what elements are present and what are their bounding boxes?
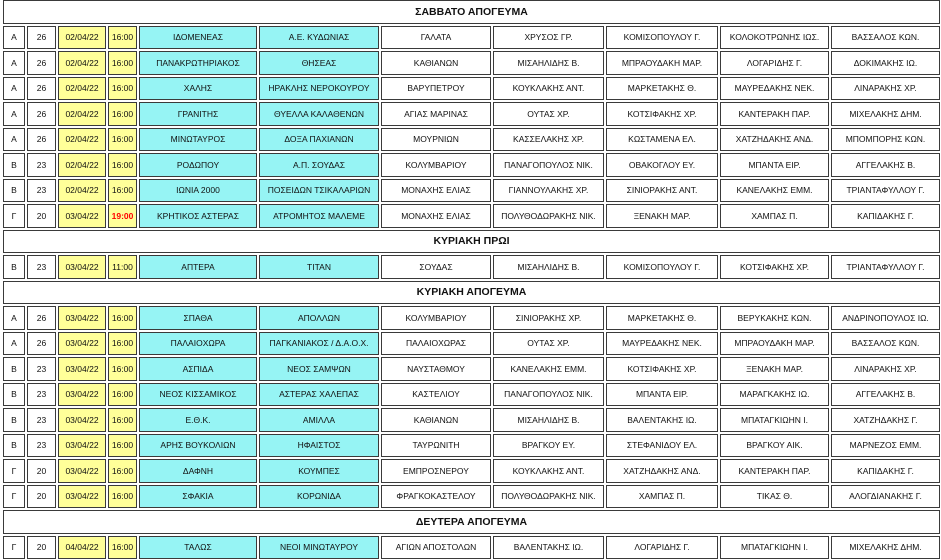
date-cell: 02/04/22 [58, 128, 106, 152]
venue-cell: ΜΟΥΡΝΙΩΝ [381, 128, 491, 152]
matchday-cell: 26 [27, 128, 56, 152]
away-team-cell: ΚΟΡΩΝΙΔΑ [259, 485, 379, 509]
category-cell: Α [3, 128, 25, 152]
referee-cell: ΣΙΝΙΟΡΑΚΗΣ ΧΡ. [493, 306, 604, 330]
section-header: ΣΑΒΒΑΤΟ ΑΠΟΓΕΥΜΑ [3, 0, 940, 24]
matchday-cell: 20 [27, 204, 56, 228]
assistant-1-cell: ΚΟΜΙΣΟΠΟΥΛΟΥ Γ. [606, 26, 718, 50]
home-team-cell: ΙΔΟΜΕΝΕΑΣ [139, 26, 257, 50]
observer-cell: ΤΡΙΑΝΤΑΦΥΛΛΟΥ Γ. [831, 179, 940, 203]
venue-cell: ΕΜΠΡΟΣΝΕΡΟΥ [381, 459, 491, 483]
time-cell: 16:00 [108, 51, 137, 75]
venue-cell: ΝΑΥΣΤΑΘΜΟΥ [381, 357, 491, 381]
date-cell: 03/04/22 [58, 204, 106, 228]
home-team-cell: ΣΦΑΚΙΑ [139, 485, 257, 509]
assistant-2-cell: ΚΑΝΤΕΡΑΚΗ ΠΑΡ. [720, 102, 829, 126]
assistant-2-cell: ΚΑΝΤΕΡΑΚΗ ΠΑΡ. [720, 459, 829, 483]
referee-cell: ΧΡΥΣΟΣ ΓΡ. [493, 26, 604, 50]
category-cell: Α [3, 77, 25, 101]
home-team-cell: ΑΠΤΕΡΑ [139, 255, 257, 279]
assistant-2-cell: ΜΑΥΡΕΔΑΚΗΣ ΝΕΚ. [720, 77, 829, 101]
away-team-cell: Α.Ε. ΚΥΔΩΝΙΑΣ [259, 26, 379, 50]
matchday-cell: 23 [27, 434, 56, 458]
referee-cell: ΚΑΣΣΕΛΑΚΗΣ ΧΡ. [493, 128, 604, 152]
observer-cell: ΜΙΧΕΛΑΚΗΣ ΔΗΜ. [831, 102, 940, 126]
category-cell: Β [3, 179, 25, 203]
referee-cell: ΓΙΑΝΝΟΥΛΑΚΗΣ ΧΡ. [493, 179, 604, 203]
away-team-cell: ΠΑΓΚΑΝΙΑΚΟΣ / Δ.Α.Ο.Χ. [259, 332, 379, 356]
home-team-cell: ΜΙΝΩΤΑΥΡΟΣ [139, 128, 257, 152]
away-team-cell: ΑΠΟΛΛΩΝ [259, 306, 379, 330]
referee-cell: ΠΟΛΥΘΟΔΩΡΑΚΗΣ ΝΙΚ. [493, 485, 604, 509]
away-team-cell: ΗΡΑΚΛΗΣ ΝΕΡΟΚΟΥΡΟΥ [259, 77, 379, 101]
assistant-1-cell: ΜΑΥΡΕΔΑΚΗΣ ΝΕΚ. [606, 332, 718, 356]
time-cell: 16:00 [108, 408, 137, 432]
assistant-1-cell: ΟΒΑΚΟΓΛΟΥ ΕΥ. [606, 153, 718, 177]
assistant-1-cell: ΚΟΜΙΣΟΠΟΥΛΟΥ Γ. [606, 255, 718, 279]
observer-cell: ΚΑΠΙΔΑΚΗΣ Γ. [831, 459, 940, 483]
home-team-cell: ΣΠΑΘΑ [139, 306, 257, 330]
assistant-1-cell: ΜΑΡΚΕΤΑΚΗΣ Θ. [606, 77, 718, 101]
observer-cell: ΧΑΤΖΗΔΑΚΗΣ Γ. [831, 408, 940, 432]
time-cell: 16:00 [108, 128, 137, 152]
time-cell: 16:00 [108, 434, 137, 458]
matchday-cell: 26 [27, 332, 56, 356]
category-cell: Β [3, 255, 25, 279]
observer-cell: ΤΡΙΑΝΤΑΦΥΛΛΟΥ Γ. [831, 255, 940, 279]
observer-cell: ΜΑΡΝΕΖΟΣ ΕΜΜ. [831, 434, 940, 458]
observer-cell: ΜΙΧΕΛΑΚΗΣ ΔΗΜ. [831, 536, 940, 560]
date-cell: 02/04/22 [58, 179, 106, 203]
time-cell: 16:00 [108, 77, 137, 101]
referee-cell: ΠΑΝΑΓΟΠΟΥΛΟΣ ΝΙΚ. [493, 153, 604, 177]
venue-cell: ΑΓΙΩΝ ΑΠΟΣΤΟΛΩΝ [381, 536, 491, 560]
assistant-1-cell: ΒΑΛΕΝΤΑΚΗΣ ΙΩ. [606, 408, 718, 432]
time-cell: 16:00 [108, 306, 137, 330]
assistant-2-cell: ΚΟΤΣΙΦΑΚΗΣ ΧΡ. [720, 255, 829, 279]
category-cell: Β [3, 383, 25, 407]
time-cell: 16:00 [108, 383, 137, 407]
observer-cell: ΑΓΓΕΛΑΚΗΣ Β. [831, 383, 940, 407]
venue-cell: ΚΑΘΙΑΝΩΝ [381, 51, 491, 75]
referee-cell: ΚΑΝΕΛΑΚΗΣ ΕΜΜ. [493, 357, 604, 381]
home-team-cell: ΝΕΟΣ ΚΙΣΣΑΜΙΚΟΣ [139, 383, 257, 407]
referee-cell: ΠΑΝΑΓΟΠΟΥΛΟΣ ΝΙΚ. [493, 383, 604, 407]
matchday-cell: 26 [27, 26, 56, 50]
assistant-1-cell: ΚΩΣΤΑΜΕΝΑ ΕΛ. [606, 128, 718, 152]
away-team-cell: ΗΦΑΙΣΤΟΣ [259, 434, 379, 458]
venue-cell: ΜΟΝΑΧΗΣ ΕΛΙΑΣ [381, 179, 491, 203]
date-cell: 02/04/22 [58, 77, 106, 101]
time-cell: 16:00 [108, 332, 137, 356]
observer-cell: ΛΙΝΑΡΑΚΗΣ ΧΡ. [831, 77, 940, 101]
matchday-cell: 23 [27, 255, 56, 279]
category-cell: Α [3, 51, 25, 75]
home-team-cell: ΤΑΛΩΣ [139, 536, 257, 560]
date-cell: 03/04/22 [58, 255, 106, 279]
section-header: ΔΕΥΤΕΡΑ ΑΠΟΓΕΥΜΑ [3, 510, 940, 534]
matchday-cell: 23 [27, 357, 56, 381]
assistant-1-cell: ΣΙΝΙΟΡΑΚΗΣ ΑΝΤ. [606, 179, 718, 203]
away-team-cell: ΑΣΤΕΡΑΣ ΧΑΛΕΠΑΣ [259, 383, 379, 407]
section-header: ΚΥΡΙΑΚΗ ΑΠΟΓΕΥΜΑ [3, 281, 940, 305]
referee-cell: ΚΟΥΚΛΑΚΗΣ ΑΝΤ. [493, 77, 604, 101]
time-cell: 16:00 [108, 102, 137, 126]
category-cell: Α [3, 26, 25, 50]
home-team-cell: ΓΡΑΝΙΤΗΣ [139, 102, 257, 126]
date-cell: 03/04/22 [58, 485, 106, 509]
home-team-cell: ΠΑΝΑΚΡΩΤΗΡΙΑΚΟΣ [139, 51, 257, 75]
away-team-cell: ΚΟΥΜΠΕΣ [259, 459, 379, 483]
away-team-cell: ΔΟΞΑ ΠΑΧΙΑΝΩΝ [259, 128, 379, 152]
venue-cell: ΚΟΛΥΜΒΑΡΙΟΥ [381, 306, 491, 330]
assistant-1-cell: ΛΟΓΑΡΙΔΗΣ Γ. [606, 536, 718, 560]
venue-cell: ΚΑΣΤΕΛΙΟΥ [381, 383, 491, 407]
date-cell: 02/04/22 [58, 102, 106, 126]
assistant-1-cell: ΧΑΤΖΗΔΑΚΗΣ ΑΝΔ. [606, 459, 718, 483]
matchday-cell: 20 [27, 459, 56, 483]
category-cell: Γ [3, 459, 25, 483]
assistant-2-cell: ΜΠΑΤΑΓΚΙΩΗΝ Ι. [720, 408, 829, 432]
category-cell: Γ [3, 204, 25, 228]
venue-cell: ΦΡΑΓΚΟΚΑΣΤΕΛΟΥ [381, 485, 491, 509]
matchday-cell: 23 [27, 383, 56, 407]
time-cell: 16:00 [108, 459, 137, 483]
matchday-cell: 26 [27, 306, 56, 330]
time-cell: 16:00 [108, 179, 137, 203]
venue-cell: ΒΑΡΥΠΕΤΡΟΥ [381, 77, 491, 101]
venue-cell: ΤΑΥΡΩΝΙΤΗ [381, 434, 491, 458]
away-team-cell: ΝΕΟΙ ΜΙΝΩΤΑΥΡΟΥ [259, 536, 379, 560]
assistant-2-cell: ΜΑΡΑΓΚΑΚΗΣ ΙΩ. [720, 383, 829, 407]
assistant-1-cell: ΚΟΤΣΙΦΑΚΗΣ ΧΡ. [606, 357, 718, 381]
assistant-2-cell: ΧΑΜΠΑΣ Π. [720, 204, 829, 228]
venue-cell: ΑΓΙΑΣ ΜΑΡΙΝΑΣ [381, 102, 491, 126]
matchday-cell: 20 [27, 485, 56, 509]
home-team-cell: ΡΟΔΩΠΟΥ [139, 153, 257, 177]
time-cell: 19:00 [108, 204, 137, 228]
venue-cell: ΜΟΝΑΧΗΣ ΕΛΙΑΣ [381, 204, 491, 228]
fixtures-table [3, 0, 940, 559]
time-cell: 16:00 [108, 536, 137, 560]
assistant-2-cell: ΤΙΚΑΣ Θ. [720, 485, 829, 509]
assistant-2-cell: ΜΠΑΝΤΑ ΕΙΡ. [720, 153, 829, 177]
home-team-cell: ΔΑΦΝΗ [139, 459, 257, 483]
assistant-1-cell: ΜΠΑΝΤΑ ΕΙΡ. [606, 383, 718, 407]
venue-cell: ΠΑΛΑΙΟΧΩΡΑΣ [381, 332, 491, 356]
category-cell: Α [3, 102, 25, 126]
observer-cell: ΒΑΣΣΑΛΟΣ ΚΩΝ. [831, 332, 940, 356]
assistant-2-cell: ΛΟΓΑΡΙΔΗΣ Γ. [720, 51, 829, 75]
venue-cell: ΓΑΛΑΤΑ [381, 26, 491, 50]
assistant-1-cell: ΚΟΤΣΙΦΑΚΗΣ ΧΡ. [606, 102, 718, 126]
category-cell: Β [3, 357, 25, 381]
observer-cell: ΚΑΠΙΔΑΚΗΣ Γ. [831, 204, 940, 228]
home-team-cell: ΑΡΗΣ ΒΟΥΚΟΛΙΩΝ [139, 434, 257, 458]
observer-cell: ΑΛΟΓΔΙΑΝΑΚΗΣ Γ. [831, 485, 940, 509]
matchday-cell: 26 [27, 77, 56, 101]
date-cell: 03/04/22 [58, 383, 106, 407]
section-header: ΚΥΡΙΑΚΗ ΠΡΩΙ [3, 230, 940, 254]
assistant-2-cell: ΒΡΑΓΚΟΥ ΑΙΚ. [720, 434, 829, 458]
away-team-cell: ΘΗΣΕΑΣ [259, 51, 379, 75]
referee-cell: ΟΥΤΑΣ ΧΡ. [493, 102, 604, 126]
referee-cell: ΠΟΛΥΘΟΔΩΡΑΚΗΣ ΝΙΚ. [493, 204, 604, 228]
date-cell: 03/04/22 [58, 459, 106, 483]
time-cell: 11:00 [108, 255, 137, 279]
assistant-2-cell: ΧΑΤΖΗΔΑΚΗΣ ΑΝΔ. [720, 128, 829, 152]
home-team-cell: ΧΑΛΗΣ [139, 77, 257, 101]
away-team-cell: ΑΜΙΛΛΑ [259, 408, 379, 432]
time-cell: 16:00 [108, 357, 137, 381]
assistant-1-cell: ΜΠΡΑΟΥΔΑΚΗ ΜΑΡ. [606, 51, 718, 75]
assistant-2-cell: ΜΠΡΑΟΥΔΑΚΗ ΜΑΡ. [720, 332, 829, 356]
matchday-cell: 26 [27, 51, 56, 75]
referee-cell: ΚΟΥΚΛΑΚΗΣ ΑΝΤ. [493, 459, 604, 483]
time-cell: 16:00 [108, 153, 137, 177]
date-cell: 03/04/22 [58, 357, 106, 381]
away-team-cell: ΘΥΕΛΛΑ ΚΑΛΑΘΕΝΩΝ [259, 102, 379, 126]
observer-cell: ΜΠΟΜΠΟΡΗΣ ΚΩΝ. [831, 128, 940, 152]
category-cell: Γ [3, 536, 25, 560]
referee-cell: ΜΙΣΑΗΛΙΔΗΣ Β. [493, 408, 604, 432]
assistant-2-cell: ΒΕΡΥΚΑΚΗΣ ΚΩΝ. [720, 306, 829, 330]
observer-cell: ΑΓΓΕΛΑΚΗΣ Β. [831, 153, 940, 177]
referee-cell: ΒΡΑΓΚΟΥ ΕΥ. [493, 434, 604, 458]
assistant-1-cell: ΜΑΡΚΕΤΑΚΗΣ Θ. [606, 306, 718, 330]
home-team-cell: ΚΡΗΤΙΚΟΣ ΑΣΤΕΡΑΣ [139, 204, 257, 228]
assistant-1-cell: ΧΑΜΠΑΣ Π. [606, 485, 718, 509]
date-cell: 02/04/22 [58, 51, 106, 75]
venue-cell: ΚΟΛΥΜΒΑΡΙΟΥ [381, 153, 491, 177]
venue-cell: ΚΑΘΙΑΝΩΝ [381, 408, 491, 432]
referee-cell: ΟΥΤΑΣ ΧΡ. [493, 332, 604, 356]
matchday-cell: 23 [27, 408, 56, 432]
date-cell: 02/04/22 [58, 153, 106, 177]
home-team-cell: ΙΩΝΙΑ 2000 [139, 179, 257, 203]
referee-cell: ΜΙΣΑΗΛΙΔΗΣ Β. [493, 255, 604, 279]
home-team-cell: ΠΑΛΑΙΟΧΩΡΑ [139, 332, 257, 356]
home-team-cell: ΑΣΠΙΔΑ [139, 357, 257, 381]
date-cell: 03/04/22 [58, 332, 106, 356]
date-cell: 03/04/22 [58, 434, 106, 458]
category-cell: Γ [3, 485, 25, 509]
referee-cell: ΒΑΛΕΝΤΑΚΗΣ ΙΩ. [493, 536, 604, 560]
time-cell: 16:00 [108, 485, 137, 509]
assistant-2-cell: ΞΕΝΑΚΗ ΜΑΡ. [720, 357, 829, 381]
date-cell: 03/04/22 [58, 408, 106, 432]
away-team-cell: ΠΟΣΕΙΔΩΝ ΤΣΙΚΑΛΑΡΙΩΝ [259, 179, 379, 203]
assistant-2-cell: ΜΠΑΤΑΓΚΙΩΗΝ Ι. [720, 536, 829, 560]
category-cell: Β [3, 434, 25, 458]
matchday-cell: 23 [27, 179, 56, 203]
category-cell: Α [3, 306, 25, 330]
assistant-1-cell: ΣΤΕΦΑΝΙΔΟΥ ΕΛ. [606, 434, 718, 458]
matchday-cell: 20 [27, 536, 56, 560]
assistant-1-cell: ΞΕΝΑΚΗ ΜΑΡ. [606, 204, 718, 228]
time-cell: 16:00 [108, 26, 137, 50]
away-team-cell: ΝΕΟΣ ΣΑΜΨΩΝ [259, 357, 379, 381]
away-team-cell: ΑΤΡΟΜΗΤΟΣ ΜΑΛΕΜΕ [259, 204, 379, 228]
date-cell: 02/04/22 [58, 26, 106, 50]
observer-cell: ΒΑΣΣΑΛΟΣ ΚΩΝ. [831, 26, 940, 50]
category-cell: Β [3, 408, 25, 432]
category-cell: Β [3, 153, 25, 177]
observer-cell: ΑΝΔΡΙΝΟΠΟΥΛΟΣ ΙΩ. [831, 306, 940, 330]
category-cell: Α [3, 332, 25, 356]
observer-cell: ΔΟΚΙΜΑΚΗΣ ΙΩ. [831, 51, 940, 75]
away-team-cell: Α.Π. ΣΟΥΔΑΣ [259, 153, 379, 177]
matchday-cell: 23 [27, 153, 56, 177]
venue-cell: ΣΟΥΔΑΣ [381, 255, 491, 279]
date-cell: 03/04/22 [58, 306, 106, 330]
assistant-2-cell: ΚΟΛΟΚΟΤΡΩΝΗΣ ΙΩΣ. [720, 26, 829, 50]
date-cell: 04/04/22 [58, 536, 106, 560]
home-team-cell: Ε.Θ.Κ. [139, 408, 257, 432]
assistant-2-cell: ΚΑΝΕΛΑΚΗΣ ΕΜΜ. [720, 179, 829, 203]
matchday-cell: 26 [27, 102, 56, 126]
away-team-cell: ΤΙΤΑΝ [259, 255, 379, 279]
observer-cell: ΛΙΝΑΡΑΚΗΣ ΧΡ. [831, 357, 940, 381]
referee-cell: ΜΙΣΑΗΛΙΔΗΣ Β. [493, 51, 604, 75]
